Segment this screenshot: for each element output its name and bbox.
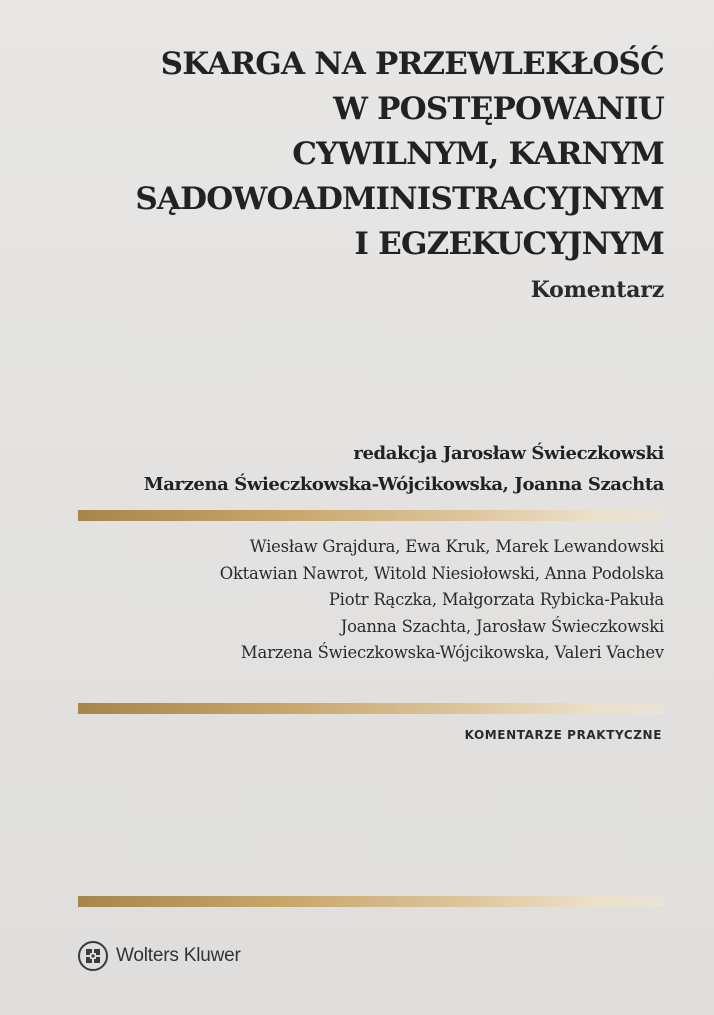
- series-label: KOMENTARZE PRAKTYCZNE: [464, 728, 662, 742]
- authors-line-4: Joanna Szachta, Jarosław Świeczkowski: [340, 616, 664, 636]
- title-line-1: SKARGA NA PRZEWLEKŁOŚĆ: [160, 46, 664, 82]
- gold-rule-middle: [78, 703, 664, 714]
- wolters-kluwer-logo-icon: [78, 941, 108, 971]
- editors-line-2: Marzena Świeczkowska-Wójcikowska, Joanna Szachta: [143, 474, 664, 495]
- editors-line-1: redakcja Jarosław Świeczkowski: [353, 443, 664, 464]
- subtitle: Komentarz: [530, 277, 664, 303]
- authors-block: [44, 534, 664, 667]
- authors-line-3: Piotr Rączka, Małgorzata Rybicka-Pakuła: [328, 590, 664, 609]
- title-line-5: I EGZEKUCYJNYM: [354, 226, 664, 262]
- authors-line-2: Oktawian Nawrot, Witold Niesiołowski, Anna Podolska: [219, 563, 664, 583]
- publisher-name: Wolters Kluwer: [116, 945, 241, 966]
- gold-rule-bottom: [78, 896, 664, 907]
- title-block: [64, 42, 664, 305]
- publisher: [78, 941, 241, 971]
- title-line-2: W POSTĘPOWANIU: [333, 91, 664, 127]
- authors-line-1: Wiesław Grajdura, Ewa Kruk, Marek Lewandowski: [249, 537, 664, 556]
- authors-line-5: Marzena Świeczkowska-Wójcikowska, Valeri Vachev: [240, 643, 664, 662]
- gold-rule-top: [78, 510, 664, 521]
- title-line-4: SĄDOWOADMINISTRACYJNYM: [135, 181, 664, 217]
- editors-block: [44, 438, 664, 500]
- title-line-3: CYWILNYM, KARNYM: [292, 136, 664, 172]
